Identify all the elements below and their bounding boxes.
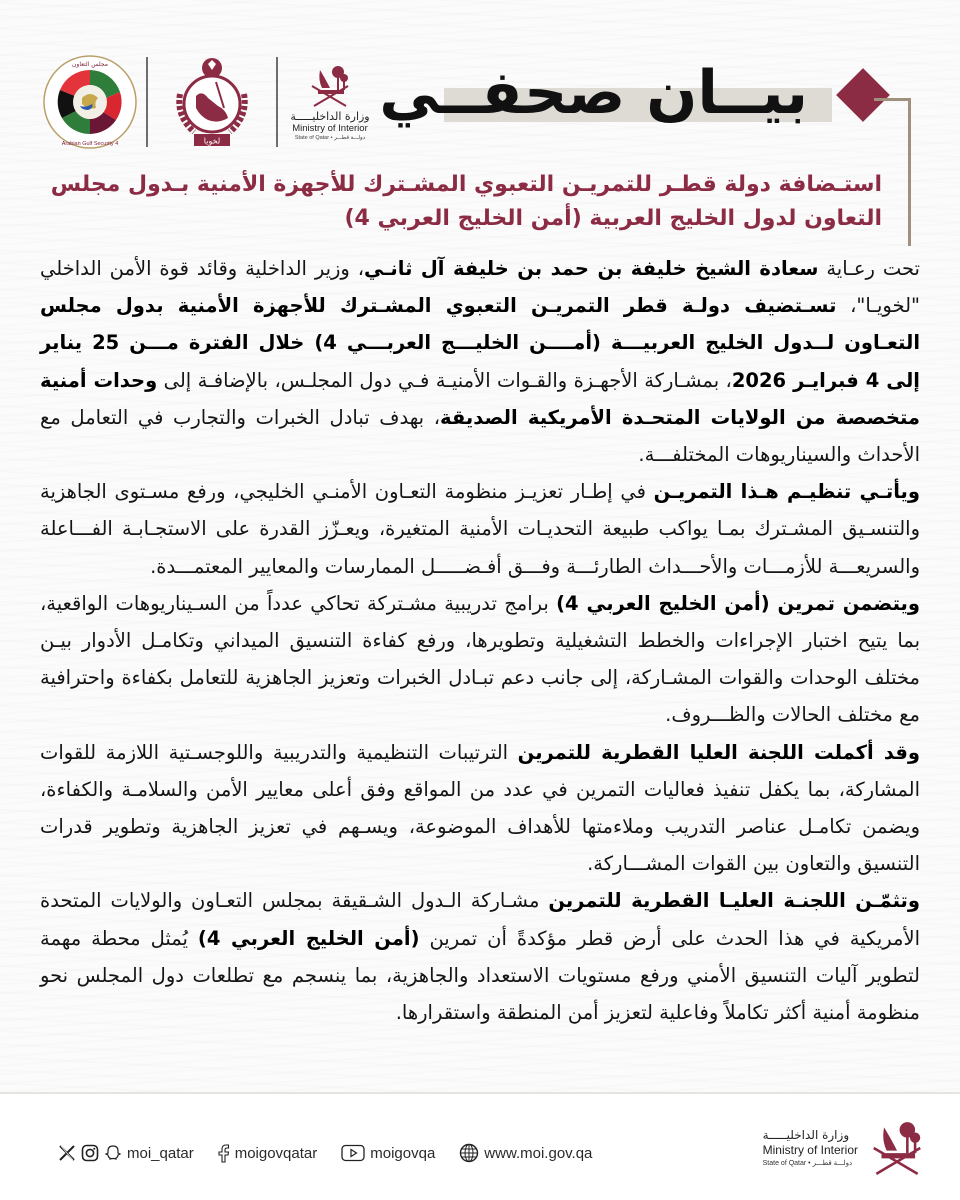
moi-state: State of Qatar • دولـــة قطـــر [294, 134, 366, 141]
text-run: برامج تدريبية مشـتركة تحاكي عدداً من السـيناريوهات الواقعية، بما يتيح اختبار الإجراءات والخطط التشغيلية وتطويرها، ورفع كفاءة التنسيق الميداني وتكامـل الأدوار بيـن مختلف الوحدات والقوات المشـاركة، إلى جانب دعم تبـادل الخبرات وتعزيز الجاهزية للتعامل بكفاءة واحترافية مع مختلف الحالات والظـــروف. [40, 591, 920, 727]
paragraph-4 [40, 734, 920, 883]
bold-text-run: (أمن الخليج العربي 4) [197, 926, 420, 950]
globe-icon[interactable] [459, 1143, 479, 1163]
bold-text-run: ويتضمن تمرين (أمن الخليج العربي 4) [556, 591, 920, 615]
social-moi-qatar[interactable] [58, 1144, 194, 1162]
moi-footer-name-en: Ministry of Interior [762, 1143, 858, 1158]
bold-text-run: وتثمّـن اللجنـة العليـا القطرية للتمرين [548, 889, 920, 913]
qatar-emblem-icon [866, 1117, 928, 1179]
text-run: مشـاركة الـدول الشـقيقة بمجلس التعـاون والولايات المتحدة الأمريكية في هذا الحدث على أرض قطر مؤكدةً أن تمرين [40, 889, 921, 950]
moi-name-ar: وزارة الداخليـــــة [290, 109, 370, 123]
svg-text:Arabian Gulf Security 4: Arabian Gulf Security 4 [61, 141, 119, 147]
x-icon[interactable] [58, 1144, 76, 1162]
moi-header-logo [284, 62, 376, 142]
paragraph-3 [40, 585, 920, 734]
lekhwiya-emblem [166, 54, 258, 150]
website-link[interactable] [459, 1143, 592, 1163]
instagram-icon[interactable] [81, 1144, 99, 1162]
frame-line-vertical [908, 98, 911, 246]
bold-text-run: سعادة الشيخ خليفة بن حمد بن خليفة آل ثانـي [364, 257, 819, 280]
bold-text-run: ويأتـي تنظيـم هـذا التمريـن [653, 480, 920, 504]
text-run: تحت رعـاية [818, 257, 920, 280]
paragraph-5 [40, 882, 920, 1031]
text-run: يُمثل محطة مهمة لتطوير آليات التنسيق الأمني ورفع مستويات الاستعداد والجاهزية، بما ينسجم مع تطلعات دول المجلس نحو منظومة أمنية أكثر تكاملاً وفاعلية لتعزيز أمن المنطقة واستقرارها. [40, 926, 920, 1025]
paragraph-1 [40, 250, 920, 473]
bold-text-run: وحدات أمنية متخصصة من الولايات المتحـدة الأمريكية الصديقة [40, 368, 920, 429]
facebook-icon[interactable] [218, 1143, 230, 1163]
social-moigovqatar[interactable] [218, 1143, 318, 1163]
paragraph-2 [40, 473, 920, 585]
frame-line-horizontal [874, 98, 910, 101]
diamond-ornament-icon [836, 68, 890, 122]
svg-text:مجلس التعاون: مجلس التعاون [72, 61, 108, 68]
moi-footer-state: State of Qatar • دولـــة قطـــر [762, 1159, 853, 1167]
gcc-emblem-icon [42, 54, 138, 150]
youtube-icon[interactable] [341, 1144, 365, 1162]
text-run: في إطـار تعزيـز منظومة التعـاون الأمنـي الخليجي، ورفع مسـتوى الجاهزية والتنسـيق المشـترك بمـا يواكب طبيعة التحديـات الأمنية المتغيرة، ويعـزّز القدرة على الاستجـابـة الفـــاعلة والسريعـــة للأزمـــات والأحـــداث الطارئـــة وفـــق أفـضـــــل الممارسات والمعايير المعتمـــدة. [40, 480, 920, 578]
qatar-emblem-icon [306, 62, 354, 110]
moi-footer-logo [728, 1108, 928, 1188]
logo-separator [276, 57, 278, 147]
headline: استـضافة دولة قطـر للتمريـن التعبوي المشـترك للأجهزة الأمنية بـدول مجلس التعاون لدول الخليج العربية (أمن الخليج العربي 4) [50, 172, 882, 231]
text-run: الترتيبات التنظيمية والتدريبية واللوجسـتية اللازمة للقوات المشاركة، بما يكفل تنفيذ فعاليات التمرين في عدد من المواقع وفق أعلى معايير الأمن والسلامـة والكفاءة، ويضمن تكامـل عناصر التدريب وملاءمتها للأهداف الموضوعة، ويسـهم في تعزيز الجاهزية وتطوير قدرات التنسيق والتعاون بين القوات المشـــاركة. [40, 740, 920, 876]
moi-footer-text [763, 1128, 858, 1169]
social-handle-label: moi_qatar [127, 1144, 194, 1162]
moi-name-en: Ministry of Interior [292, 123, 368, 135]
moi-footer-name-ar: وزارة الداخليـــــة [762, 1127, 850, 1142]
svg-text:لخويا: لخويا [203, 136, 221, 146]
social-moigovqa[interactable] [341, 1144, 435, 1162]
lekhwiya-emblem-icon [166, 54, 258, 150]
social-handle-label: moigovqa [370, 1144, 436, 1162]
text-run: ، بمشـاركة الأجهـزة والقـوات الأمنيـة فـي دول المجلـس، بالإضافـة إلى [157, 368, 732, 392]
bold-text-run: وقد أكملت اللجنة العليا القطرية للتمرين [517, 740, 920, 764]
website-url: www.moi.gov.qa [484, 1144, 593, 1162]
text-run: ، وزير الداخلية وقائد قوة الأمن الداخلي "لخويـا"، [40, 257, 920, 318]
header-logos [40, 52, 376, 152]
social-links [58, 1140, 616, 1166]
bold-text-run: تسـتضيف دولـة قطر التمريـن التعبوي المشـترك للأجهزة الأمنية بدول مجلس التعـاون لــدول الخليج العربيـــة (أمــــن الخليـــج العربـــي 4) خلال الفترة مـــن 25 يناير إلى 4 فبرايـر 2026 [40, 294, 921, 392]
social-handle-label: moigovqatar [234, 1144, 318, 1162]
press-release-body [40, 250, 920, 1031]
logo-separator [146, 57, 148, 147]
page-title: بيــان صحفــي [379, 58, 808, 128]
snapchat-icon[interactable] [104, 1144, 122, 1162]
gcc-arabian-gulf-security-logo [40, 54, 140, 150]
text-run: ، بهدف تبادل الخبرات والتجارب في التعامل مع الأحداث والسيناريوهات المختلفـــة. [40, 405, 920, 467]
